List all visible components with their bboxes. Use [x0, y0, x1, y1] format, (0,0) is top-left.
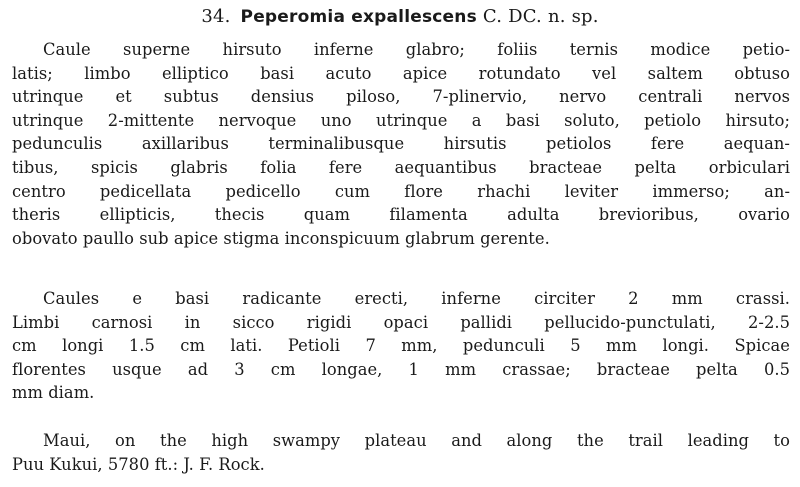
species-status: n. sp.	[547, 6, 599, 27]
description-line: utrinque et subtus densius piloso, 7-plinervio, nervo centrali nervos	[12, 87, 790, 107]
measurements-line: florentes usque ad 3 cm longae, 1 mm crassae; bracteae pelta 0.5	[12, 359, 790, 379]
description-line: obovato paullo sub apice stigma inconspicuum glabrum gerente.	[12, 228, 550, 248]
locality-line: Puu Kukui, 5780 ft.: J. F. Rock.	[12, 454, 265, 474]
description-line: pedunculis axillaribus terminalibusque hirsutis petiolos fere aequan-	[12, 134, 790, 154]
description-line: latis; limbo elliptico basi acuto apice rotundato vel saltem obtuso	[12, 63, 790, 83]
description-line: utrinque 2-mittente nervoque uno utrinque a basi soluto, petiolo hirsuto;	[12, 110, 790, 130]
latin-description	[12, 38, 790, 250]
measurements-line: Limbi carnosi in sicco rigidi opaci pallidi pellucido-punctulati, 2-2.5	[12, 312, 790, 332]
species-number: 34.	[201, 6, 231, 27]
species-author: C. DC.	[482, 6, 542, 27]
species-name: Peperomia expallescens	[240, 7, 477, 27]
description-line: centro pedicellata pedicello cum flore rhachi leviter immerso; an-	[12, 181, 790, 201]
locality-line: Maui, on the high swampy plateau and along the trail leading to	[43, 431, 790, 450]
description-line: tibus, spicis glabris folia fere aequantibus bracteae pelta orbiculari	[12, 157, 790, 177]
species-heading	[0, 6, 800, 28]
locality-paragraph	[12, 429, 790, 476]
measurements-line: mm diam.	[12, 383, 95, 403]
measurements-line: Caules e basi radicante erecti, inferne circiter 2 mm crassi.	[43, 289, 790, 308]
measurements-paragraph	[12, 287, 790, 405]
measurements-line: cm longi 1.5 cm lati. Petioli 7 mm, pedunculi 5 mm longi. Spicae	[12, 336, 790, 356]
description-line: theris ellipticis, thecis quam filamenta adulta brevioribus, ovario	[12, 205, 790, 225]
description-line: Caule superne hirsuto inferne glabro; foliis ternis modice petio-	[43, 40, 790, 59]
